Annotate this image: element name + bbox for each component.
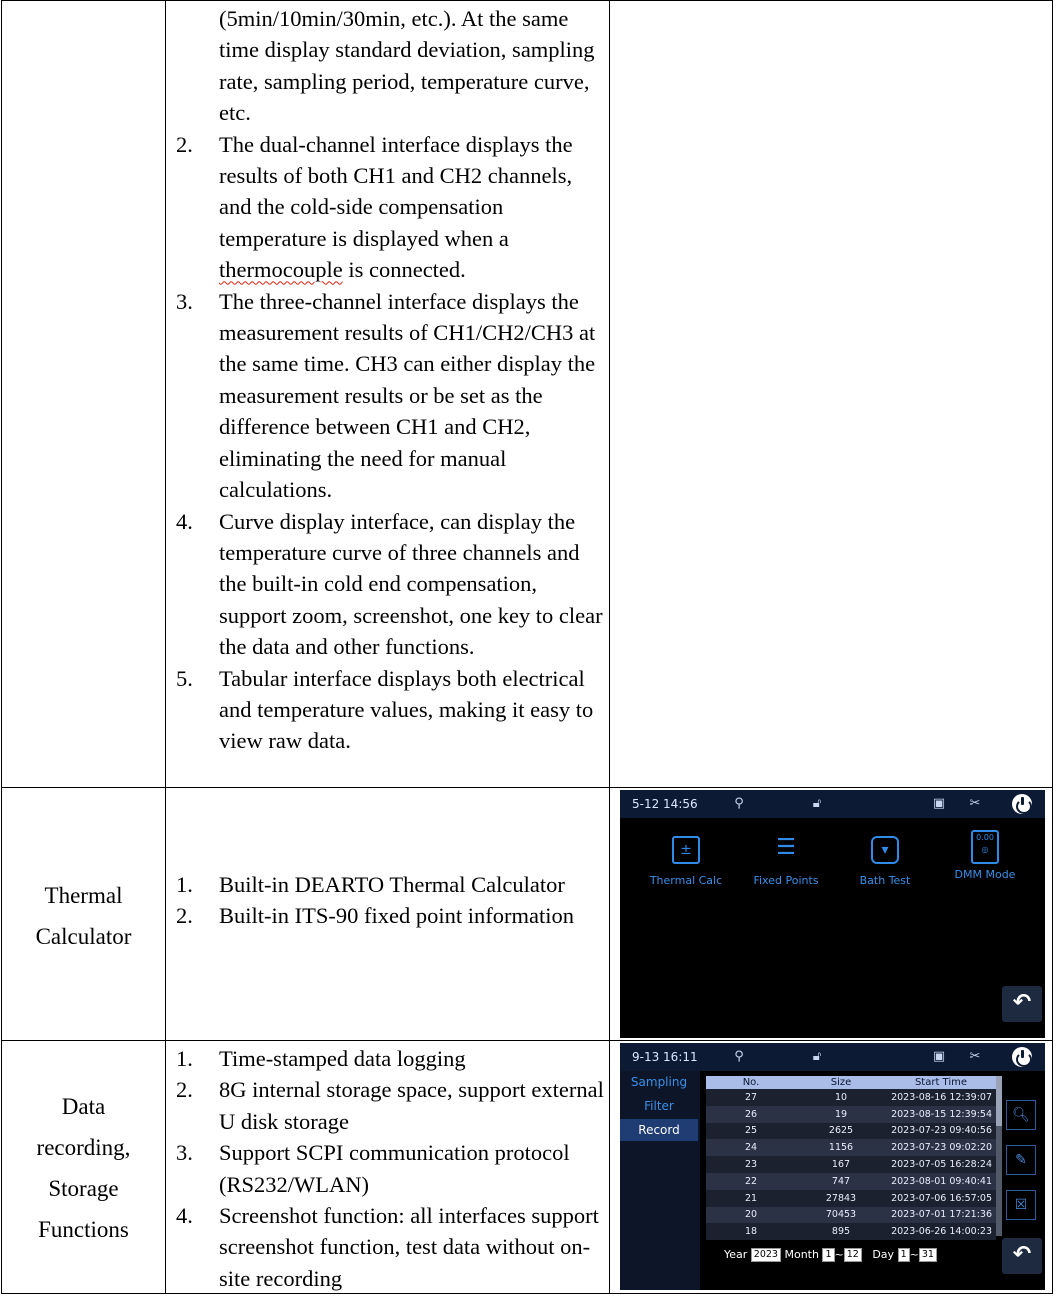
- year-select[interactable]: 2023: [751, 1248, 781, 1262]
- status-bar: [620, 790, 1045, 818]
- list-number: 2.: [176, 1077, 193, 1103]
- usb-icon: ⚲: [734, 796, 744, 811]
- list-number: 5.: [176, 665, 193, 691]
- list-item-text: The three-channel interface displays the measurement results of CH1/CH2/CH3 at the same time. CH3 can either display the measurement results or be set as the difference between CH1 and CH2, eliminating the need for manual calculations.: [219, 288, 596, 503]
- table-divider-col2: [609, 0, 610, 1294]
- cell-start-time: 2023-07-01 17:21:36: [886, 1207, 996, 1224]
- table-header-row: [706, 1076, 996, 1089]
- sidebar-item-sampling[interactable]: Sampling: [630, 1075, 688, 1089]
- row1-feature-list: [176, 3, 608, 757]
- spellcheck-word: thermocouple: [219, 257, 343, 283]
- back-button[interactable]: ↶: [1002, 1238, 1042, 1274]
- edit-record-button[interactable]: ✎: [1006, 1145, 1036, 1175]
- table-row[interactable]: [706, 1139, 996, 1156]
- cell-size: 895: [796, 1223, 886, 1240]
- month-to-select[interactable]: 12: [844, 1248, 862, 1262]
- multimeter-icon: 0.00 ◎: [971, 830, 999, 864]
- list-number: 3.: [176, 288, 193, 314]
- column-header: Size: [796, 1076, 886, 1089]
- row3-feature-list: [176, 1043, 608, 1294]
- list-number: 2.: [176, 131, 193, 157]
- cell-size: 747: [796, 1173, 886, 1190]
- cell-start-time: 2023-08-15 12:39:54: [886, 1106, 996, 1123]
- list-item: [176, 869, 608, 900]
- table-row[interactable]: [706, 1123, 996, 1140]
- app-label: DMM Mode: [954, 868, 1016, 881]
- year-label: Year: [724, 1248, 748, 1261]
- table-row[interactable]: [706, 1156, 996, 1173]
- list-item-text: Support SCPI communication protocol (RS232/WLAN): [219, 1140, 570, 1197]
- cell-no: 24: [706, 1139, 796, 1156]
- calculator-icon: ±: [672, 836, 700, 864]
- list-item: [176, 506, 608, 663]
- app-thermal-calc[interactable]: [641, 836, 731, 887]
- app-label: Bath Test: [859, 874, 911, 887]
- table-row[interactable]: [706, 1223, 996, 1240]
- sidebar-item-record[interactable]: Record: [620, 1119, 698, 1141]
- cell-start-time: 2023-08-01 09:40:41: [886, 1173, 996, 1190]
- date-filter-bar: [724, 1248, 937, 1262]
- scrollbar-thumb[interactable]: [996, 1076, 1002, 1126]
- column-header: No.: [706, 1076, 796, 1089]
- cell-size: 70453: [796, 1207, 886, 1224]
- cell-no: 26: [706, 1106, 796, 1123]
- table-row[interactable]: [706, 1207, 996, 1224]
- cell-size: 167: [796, 1156, 886, 1173]
- unlock-icon: 🔓︎: [812, 796, 822, 811]
- list-item: [176, 286, 608, 506]
- cell-size: 27843: [796, 1190, 886, 1207]
- list-number: 4.: [176, 508, 193, 534]
- delete-record-button[interactable]: ☒: [1006, 1190, 1036, 1220]
- table-scrollbar[interactable]: [996, 1076, 1002, 1236]
- app-label: Thermal Calc: [649, 874, 723, 887]
- month-from-select[interactable]: 1: [822, 1248, 834, 1262]
- row2-label: [2, 875, 165, 957]
- day-to-select[interactable]: 31: [919, 1248, 937, 1262]
- back-button[interactable]: ↶: [1002, 986, 1042, 1022]
- cell-no: 23: [706, 1156, 796, 1173]
- cell-start-time: 2023-07-05 16:28:24: [886, 1156, 996, 1173]
- list-icon: ☰: [776, 835, 796, 860]
- usb-icon: ⚲: [734, 1049, 744, 1064]
- table-row[interactable]: [706, 1089, 996, 1106]
- month-label: Month: [784, 1248, 819, 1261]
- row3-label: [2, 1086, 165, 1250]
- day-from-select[interactable]: 1: [898, 1248, 910, 1262]
- list-item: [176, 900, 608, 931]
- list-item-text: (5min/10min/30min, etc.). At the same time display standard deviation, sampling rate, sampling period, temperature curve, etc.: [219, 6, 595, 126]
- list-item-text: The dual-channel interface displays the results of both CH1 and CH2 channels, and the cold-side compensation temperature is displayed when a: [219, 131, 573, 251]
- cell-start-time: 2023-07-23 09:40:56: [886, 1123, 996, 1140]
- row3-label-line: Storage: [48, 1176, 119, 1201]
- app-dmm-mode[interactable]: [940, 830, 1030, 881]
- table-divider-row1: [1, 787, 1053, 788]
- row2-label-line: Thermal: [44, 883, 123, 908]
- list-item-text: Screenshot function: all interfaces support screenshot function, test data without on-site recording: [219, 1203, 599, 1291]
- power-icon[interactable]: [1012, 794, 1032, 814]
- record-table: [706, 1076, 996, 1240]
- day-label: Day: [872, 1248, 895, 1261]
- table-border-top: [1, 0, 1053, 1]
- cell-start-time: 2023-07-23 09:02:20: [886, 1139, 996, 1156]
- view-record-button[interactable]: 🔍︎: [1006, 1100, 1036, 1130]
- unlock-icon: 🔓︎: [812, 1049, 822, 1064]
- clock-text: 5-12 14:56: [632, 797, 698, 811]
- list-item-text: Curve display interface, can display the temperature curve of three channels and the built-in cold end compensation, support zoom, screenshot, one key to clear the data and other functions.: [219, 508, 603, 660]
- row3-label-line: Data: [61, 1094, 106, 1119]
- app-label: Fixed Points: [753, 874, 819, 887]
- list-number: 2.: [176, 903, 193, 929]
- dmm-reading: 0.00: [976, 833, 994, 842]
- row3-label-line: Functions: [38, 1217, 129, 1242]
- table-row[interactable]: [706, 1190, 996, 1207]
- bath-icon: ▾: [871, 836, 899, 864]
- app-bath-test[interactable]: [840, 836, 930, 887]
- list-item-text: Tabular interface displays both electrical and temperature values, making it easy to view raw data.: [219, 665, 594, 754]
- list-number: 4.: [176, 1203, 193, 1229]
- cell-size: 10: [796, 1089, 886, 1106]
- list-number: 1.: [176, 1046, 193, 1071]
- table-border-right: [1052, 0, 1053, 1294]
- list-item: [176, 1200, 608, 1294]
- range-separator: ~: [909, 1248, 919, 1261]
- list-item-text: Built-in ITS-90 fixed point information: [219, 903, 574, 929]
- list-item: [176, 1074, 608, 1137]
- list-item: [176, 3, 608, 129]
- list-item: [176, 1137, 608, 1200]
- cell-start-time: 2023-08-16 12:39:07: [886, 1089, 996, 1106]
- screenshot-icon[interactable]: ✂: [969, 1049, 981, 1064]
- table-divider-row2: [1, 1040, 1053, 1041]
- cell-no: 22: [706, 1173, 796, 1190]
- cell-size: 2625: [796, 1123, 886, 1140]
- list-number: 3.: [176, 1140, 193, 1166]
- list-item-text: 8G internal storage space, support external U disk storage: [219, 1077, 604, 1134]
- table-row[interactable]: [706, 1173, 996, 1190]
- list-item: [176, 1043, 608, 1074]
- list-item: [176, 663, 608, 757]
- row2-label-line: Calculator: [35, 924, 132, 949]
- cell-no: 25: [706, 1123, 796, 1140]
- thermal-calculator-screenshot: [620, 790, 1045, 1038]
- power-icon[interactable]: [1012, 1047, 1032, 1067]
- save-icon[interactable]: ▣: [932, 1049, 946, 1064]
- list-item-text: Time-stamped data logging: [219, 1046, 466, 1071]
- range-separator: ~: [834, 1248, 844, 1261]
- sidebar-item-filter[interactable]: Filter: [644, 1099, 674, 1113]
- clock-text: 9-13 16:11: [632, 1050, 698, 1064]
- table-divider-col1: [165, 0, 166, 1294]
- column-header: Start Time: [886, 1076, 996, 1089]
- cell-no: 21: [706, 1190, 796, 1207]
- data-record-screenshot: [620, 1043, 1045, 1290]
- list-item-text: Built-in DEARTO Thermal Calculator: [219, 872, 565, 897]
- list-item: [176, 129, 608, 286]
- app-fixed-points[interactable]: [741, 836, 831, 887]
- list-item-text: is connected.: [342, 257, 466, 283]
- cell-no: 27: [706, 1089, 796, 1106]
- settings-sidebar: [620, 1071, 700, 1290]
- screenshot-icon[interactable]: ✂: [969, 796, 981, 811]
- row3-label-line: recording,: [36, 1135, 131, 1160]
- list-number: 1.: [176, 872, 193, 897]
- save-icon[interactable]: ▣: [932, 796, 946, 811]
- cell-start-time: 2023-07-06 16:57:05: [886, 1190, 996, 1207]
- cell-size: 19: [796, 1106, 886, 1123]
- cell-no: 20: [706, 1207, 796, 1224]
- table-row[interactable]: [706, 1106, 996, 1123]
- row2-feature-list: [176, 869, 608, 932]
- cell-no: 18: [706, 1223, 796, 1240]
- status-bar: [620, 1043, 1045, 1071]
- cell-size: 1156: [796, 1139, 886, 1156]
- cell-start-time: 2023-06-26 14:00:23: [886, 1223, 996, 1240]
